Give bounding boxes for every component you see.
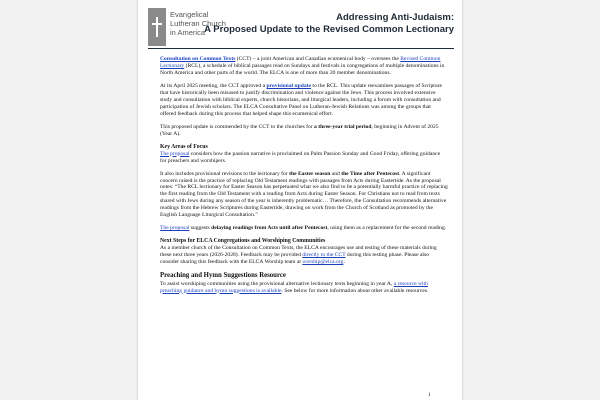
resource-paragraph [160, 281, 448, 295]
document-title [204, 12, 454, 36]
logo-line-3: in America [170, 28, 206, 37]
acts-text-1: suggests [189, 225, 212, 232]
intro-paragraph [160, 56, 448, 77]
next-steps-paragraph [160, 245, 448, 266]
acts-paragraph [160, 225, 448, 232]
proposal-link-1[interactable]: The proposal [160, 150, 190, 157]
page-header [148, 8, 454, 48]
trial-period-bold: a three-year trial period [314, 123, 372, 130]
easter-paragraph [160, 171, 448, 219]
resource-text-2: . See below for more information about other available resources. [281, 287, 429, 294]
document-page [138, 0, 462, 400]
key-areas-paragraph [160, 151, 448, 165]
next-steps-heading: Next Steps for ELCA Congregations and Worshiping Communities [160, 238, 326, 245]
logo-line-2: Lutheran Church [170, 19, 226, 28]
pentecost-bold: the Time after Pentecost [341, 170, 400, 177]
acts-delay-bold: delaying readings from Acts until after Pentecost [211, 225, 328, 232]
next-steps-text-1: As a member church of the Consultation on Common Texts, the ELCA encourages use and testing of these materials during these next three years (2026-2028). Feedback may be provided [160, 245, 437, 259]
easter-season-bold: the Easter season [289, 170, 331, 177]
logo-line-1: Evangelical [170, 10, 209, 19]
title-line-1: Addressing Anti-Judaism: [336, 12, 454, 23]
trial-paragraph [160, 124, 448, 138]
cct-link[interactable]: Consultation on Common Texts [160, 56, 236, 62]
header-divider [148, 48, 454, 49]
trial-text-2: , beginning in Advent of 2025 (Year A). [160, 123, 439, 137]
preaching-resource-link[interactable]: a resource with preaching guidance and hymn suggestions is available [160, 280, 428, 294]
trial-text-1: This proposed update is commended by the CCT to the churches for [160, 123, 315, 130]
resource-heading: Preaching and Hymn Suggestions Resource [160, 272, 286, 280]
document-body [160, 56, 448, 301]
update-text-1: At its April 2025 meeting, the CCT approved a [160, 82, 267, 89]
next-steps-text-3: . [343, 259, 345, 266]
easter-text-1: It also includes provisional revisions to the lectionary for [160, 170, 290, 177]
cct-feedback-link[interactable]: directly to the CCT [302, 252, 346, 259]
provisional-update-link[interactable]: provisional update [266, 82, 311, 89]
acts-text-2: , using them as a replacement for the second reading. [327, 225, 447, 232]
easter-text-3: . A significant concern raised is the practice of replacing Old Testament readings with passages from Acts during Eastertide. As the proposal notes: “The RCL lectionary for Easter Season has perpetuated what we also find to be a potentially harmful practice of replacing the first reading from the Old Testament with a reading from Acts during Easter Season. For Christians not to read from texts shared with Jews during any season of the year is inherently problematic… Therefore, the Consultation recommends alternative readings from the Hebrew Scriptures during Eastertide, drawing on work from the Church of Scotland as promoted by the English Language Liturgical Consultation.” [160, 170, 448, 219]
title-line-2: A Proposed Update to the Revised Common Lectionary [204, 24, 454, 35]
key-areas-heading: Key Areas of Focus [160, 143, 208, 150]
page-number: 1 [428, 392, 431, 398]
rcl-link[interactable]: Revised Common Lectionary [160, 56, 441, 69]
easter-text-2: and [330, 170, 342, 177]
intro-text-1: (CCT) – a joint American and Canadian ecumenical body – oversees the [235, 56, 401, 62]
elca-logo [148, 8, 166, 46]
update-paragraph [160, 83, 448, 118]
update-text-2: to the RCL. This update reexamines passages of Scripture that have historically been misused to justify discrimination and violence against the Jews. This process involved extensive study and consultation with biblical experts, church historians, and liturgical leaders, including a forum with consultation and participation of Jewish scholars. The ELCA Consultative Panel on Lutheran-Jewish Relations was among the groups that offered feedback during this process that helped shape this ecumenical effort. [160, 82, 443, 117]
key-areas-text: considers how the passion narrative is proclaimed on Palm Passion Sunday and Good Friday, offering guidance for preachers and worshipers. [160, 150, 441, 164]
proposal-link-2[interactable]: The proposal [160, 225, 190, 232]
cross-icon [152, 17, 162, 37]
next-steps-text-2: during this testing phase. Please also consider sharing this feedback with the ELCA Worship team at [160, 252, 429, 266]
worship-email-link[interactable]: worship@elca.org [302, 259, 344, 266]
intro-text-2: (RCL), a schedule of biblical passages read on Sundays and festivals in congregations of multiple denominations in North America and other parts of the world. The ELCA is one of more than 20 member denominations. [160, 62, 445, 76]
resource-text-1: To assist worshiping communities using the provisional alternative lectionary texts beginning in year A, [160, 280, 394, 287]
